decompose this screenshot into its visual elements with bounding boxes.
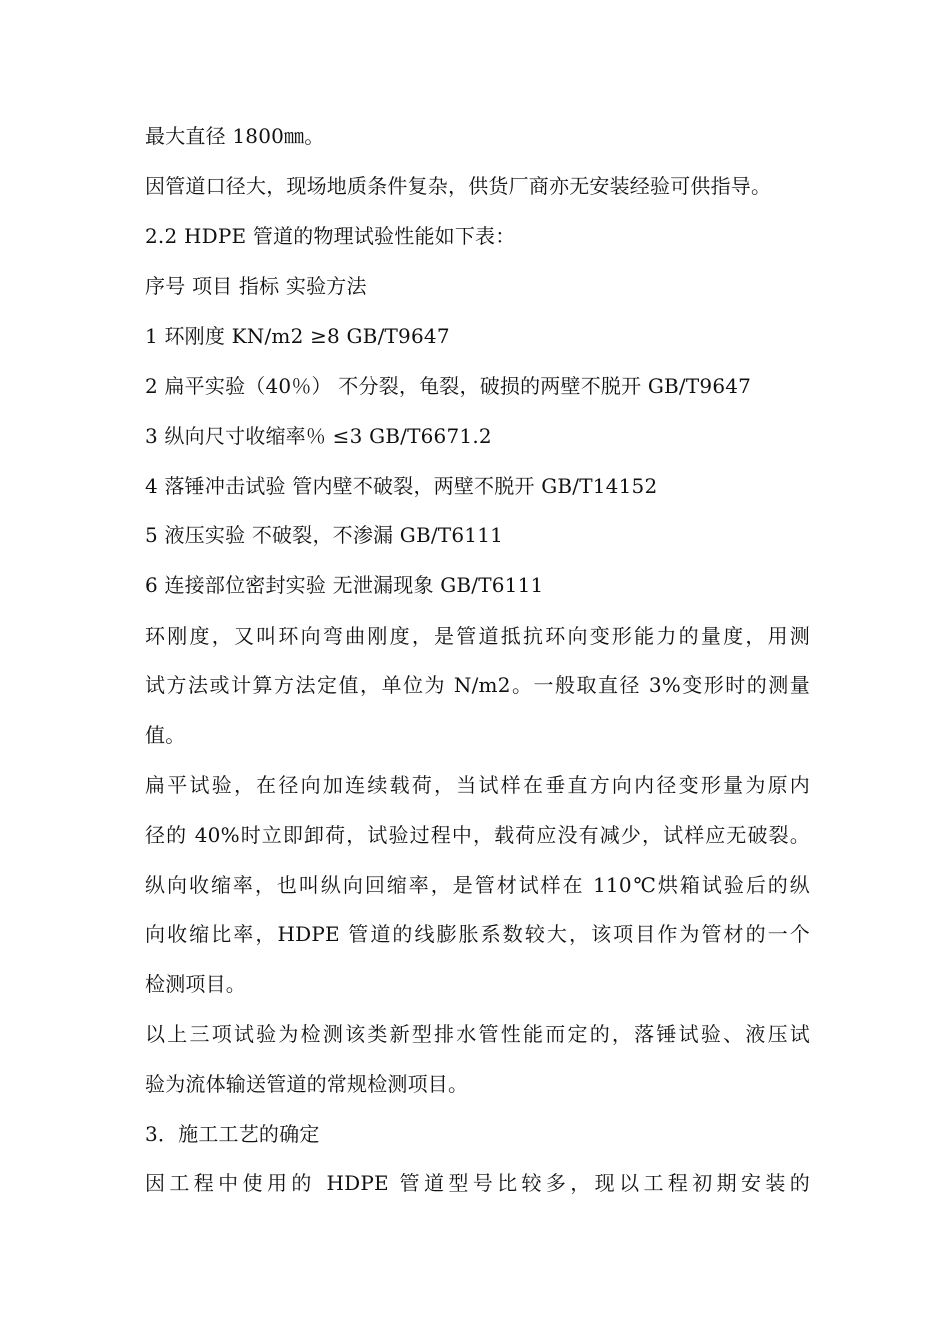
text-line: 扁平试验，在径向加连续载荷，当试样在垂直方向内径变形量为原内 xyxy=(145,773,810,797)
text-line: 向收缩比率，HDPE 管道的线膨胀系数较大，该项目作为管材的一个 xyxy=(145,922,810,946)
text-line: 试方法或计算方法定值，单位为 N/m2。一般取直径 3%变形时的测量 xyxy=(145,673,810,697)
table-header-line: 序号 项目 指标 实验方法 xyxy=(145,274,367,298)
text-line: 2.2 HDPE 管道的物理试验性能如下表： xyxy=(145,224,516,248)
text-line: 环刚度，又叫环向弯曲刚度，是管道抵抗环向变形能力的量度，用测 xyxy=(145,624,810,648)
text-line: 因管道口径大，现场地质条件复杂，供货厂商亦无安装经验可供指导。 xyxy=(145,174,772,198)
text-line: 验为流体输送管道的常规检测项目。 xyxy=(145,1072,469,1096)
table-row-line: 1 环刚度 KN/m2 ≥8 GB/T9647 xyxy=(145,324,450,348)
table-row-line: 4 落锤冲击试验 管内壁不破裂，两壁不脱开 GB/T14152 xyxy=(145,474,658,498)
text-line: 因工程中使用的 HDPE 管道型号比较多，现以工程初期安装的 xyxy=(145,1171,810,1195)
text-line: 值。 xyxy=(145,723,186,747)
table-row-line: 6 连接部位密封实验 无泄漏现象 GB/T6111 xyxy=(145,573,544,597)
table-row-line: 5 液压实验 不破裂，不渗漏 GB/T6111 xyxy=(145,523,504,547)
table-row-line: 2 扁平实验（40％） 不分裂，龟裂，破损的两壁不脱开 GB/T9647 xyxy=(145,374,752,398)
text-line: 最大直径 1800㎜。 xyxy=(145,124,325,148)
text-line: 检测项目。 xyxy=(145,972,246,996)
table-row-line: 3 纵向尺寸收缩率％ ≤3 GB/T6671.2 xyxy=(145,424,492,448)
section-heading: 3．施工工艺的确定 xyxy=(145,1122,320,1146)
text-line: 径的 40%时立即卸荷，试验过程中，载荷应没有减少，试样应无破裂。 xyxy=(145,823,810,847)
text-line: 以上三项试验为检测该类新型排水管性能而定的，落锤试验、液压试 xyxy=(145,1022,810,1046)
text-line: 纵向收缩率，也叫纵向回缩率，是管材试样在 110℃烘箱试验后的纵 xyxy=(145,873,810,897)
